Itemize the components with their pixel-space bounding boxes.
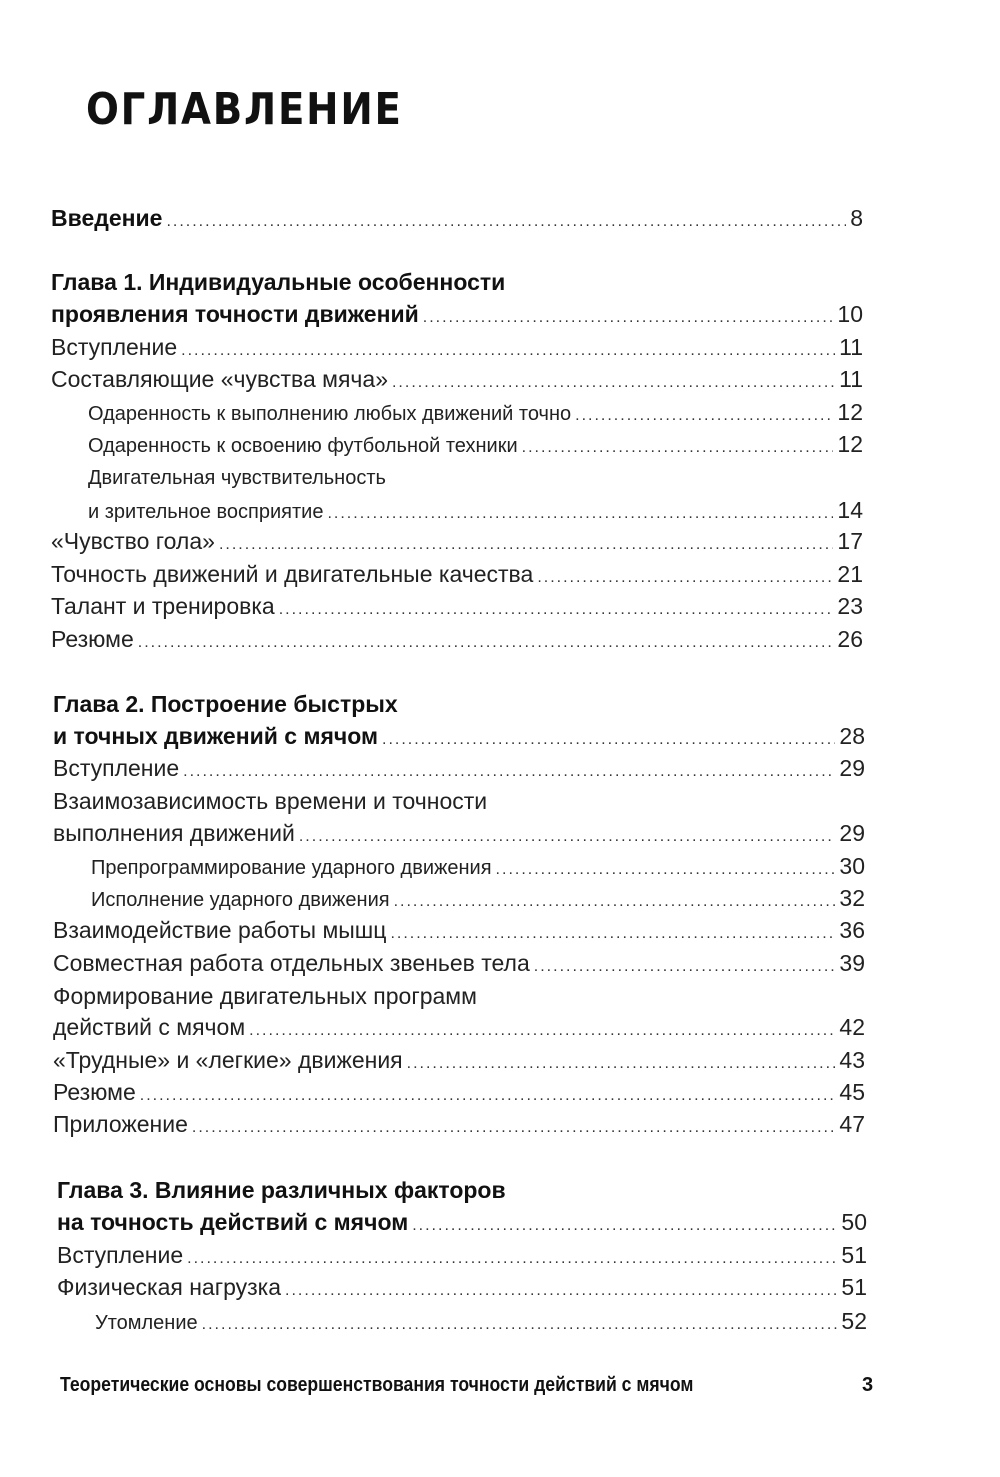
toc-entry-title: Вступление <box>51 334 178 360</box>
toc-entry-title: Введение <box>51 205 163 231</box>
toc-entry-title: Физическая нагрузка <box>57 1274 282 1300</box>
leader-dots <box>522 432 834 464</box>
toc-entry[interactable] <box>57 1239 867 1275</box>
leader-dots <box>285 1275 837 1307</box>
chapter-2-heading-end[interactable] <box>53 720 865 756</box>
toc-entry-page: 51 <box>841 1242 867 1268</box>
leader-dots <box>219 529 833 561</box>
toc-entry[interactable] <box>53 1044 865 1080</box>
toc-entry-title: Резюме <box>51 626 134 652</box>
leader-dots <box>249 1015 835 1047</box>
toc-entry-page: 43 <box>839 1047 865 1073</box>
toc-entry[interactable] <box>53 817 865 853</box>
toc-entry-page: 29 <box>839 755 865 781</box>
toc-entry-title: Двигательная чувствительность <box>88 467 386 489</box>
toc-entry-page: 23 <box>837 593 863 619</box>
leader-dots <box>183 756 835 788</box>
chapter-title-line: и точных движений с мячом <box>53 723 378 749</box>
toc-entry-intro[interactable] <box>51 202 863 238</box>
toc-entry-title: и зрительное восприятие <box>88 501 324 523</box>
toc-subentry[interactable] <box>88 462 386 494</box>
toc-entry[interactable] <box>51 525 863 561</box>
toc-entry-page: 10 <box>837 301 863 327</box>
toc-entry-page: 17 <box>837 528 863 554</box>
toc-entry[interactable] <box>53 1108 865 1144</box>
chapter-3-heading-end[interactable] <box>57 1206 867 1242</box>
page-number: 3 <box>862 1374 874 1396</box>
chapter-title-line: Глава 3. Влияние различных факторов <box>57 1177 506 1203</box>
toc-entry[interactable] <box>51 590 863 626</box>
toc-subentry[interactable] <box>95 1305 867 1341</box>
toc-entry-page: 29 <box>839 820 865 846</box>
chapter-title-line: на точность действий с мячом <box>57 1209 409 1235</box>
toc-entry-page: 21 <box>837 561 863 587</box>
toc-entry[interactable] <box>51 623 863 659</box>
leader-dots <box>138 627 834 659</box>
toc-entry-title: «Трудные» и «легкие» движения <box>53 1047 403 1073</box>
toc-entry-title: Утомление <box>95 1312 198 1334</box>
toc-entry-title: Составляющие «чувства мяча» <box>51 366 388 392</box>
toc-entry-page: 32 <box>839 885 865 911</box>
toc-entry-page: 39 <box>839 950 865 976</box>
toc-entry-page: 50 <box>841 1209 867 1235</box>
toc-entry-title: Резюме <box>53 1079 136 1105</box>
toc-entry-title: действий с мячом <box>53 1014 246 1040</box>
toc-entry-title: Взаимозависимость времени и точности <box>53 788 488 814</box>
toc-entry-page: 51 <box>841 1274 867 1300</box>
toc-subentry[interactable] <box>88 396 863 432</box>
chapter-title-line: Глава 2. Построение быстрых <box>53 691 398 717</box>
toc-entry-title: Точность движений и двигательные качества <box>51 561 534 587</box>
toc-entry[interactable] <box>53 752 865 788</box>
toc-entry-page: 11 <box>839 334 863 360</box>
leader-dots <box>279 594 834 626</box>
toc-entry-title: Препрограммирование ударного движения <box>91 857 492 879</box>
page-title: ОГЛАВЛЕНИЕ <box>86 84 403 135</box>
chapter-title-line: Глава 1. Индивидуальные особенности <box>51 269 506 295</box>
toc-entry-title: «Чувство гола» <box>51 528 215 554</box>
chapter-1-heading-end[interactable] <box>51 298 863 334</box>
leader-dots <box>412 1210 837 1242</box>
toc-entry[interactable] <box>53 1076 865 1112</box>
toc-entry-page: 42 <box>839 1014 865 1040</box>
toc-entry[interactable] <box>53 785 487 817</box>
toc-entry-title: Приложение <box>53 1111 188 1137</box>
toc-entry[interactable] <box>51 331 863 367</box>
toc-entry-title: Талант и тренировка <box>51 593 275 619</box>
toc-entry-page: 30 <box>839 853 865 879</box>
toc-entry-page: 36 <box>839 917 865 943</box>
running-footer: Теоретические основы совершенствования точности действий с мячом <box>60 1374 694 1396</box>
leader-dots <box>534 951 836 983</box>
chapter-3-heading[interactable] <box>57 1174 506 1206</box>
toc-entry-page: 26 <box>837 626 863 652</box>
toc-entry[interactable] <box>57 1271 867 1307</box>
toc-entry[interactable] <box>53 980 477 1012</box>
toc-entry[interactable] <box>53 1011 865 1047</box>
leader-dots <box>390 918 835 950</box>
toc-entry[interactable] <box>53 914 865 950</box>
toc-entry-title: выполнения движений <box>53 820 295 846</box>
toc-entry-page: 12 <box>837 431 863 457</box>
leader-dots <box>299 821 836 853</box>
toc-subentry[interactable] <box>88 428 863 464</box>
leader-dots <box>192 1112 836 1144</box>
leader-dots <box>423 302 834 334</box>
toc-entry-title: Взаимодействие работы мышц <box>53 917 387 943</box>
toc-entry[interactable] <box>51 558 863 594</box>
toc-entry-page: 52 <box>841 1308 867 1334</box>
toc-entry-page: 11 <box>839 366 863 392</box>
leader-dots <box>392 367 835 399</box>
toc-subentry[interactable] <box>91 882 865 918</box>
toc-subentry[interactable] <box>91 850 865 886</box>
toc-entry-page: 14 <box>837 497 863 523</box>
leader-dots <box>166 206 846 238</box>
toc-entry-title: Вступление <box>53 755 180 781</box>
toc-entry-title: Одаренность к освоению футбольной техники <box>88 435 518 457</box>
chapter-2-heading[interactable] <box>53 688 398 720</box>
toc-entry-title: Одаренность к выполнению любых движений точно <box>88 403 572 425</box>
toc-entry-title: Вступление <box>57 1242 184 1268</box>
toc-entry-title: Формирование двигательных программ <box>53 983 477 1009</box>
toc-entry-page: 47 <box>839 1111 865 1137</box>
toc-entry-page: 8 <box>850 205 863 231</box>
toc-entry-page: 28 <box>839 723 865 749</box>
toc-entry[interactable] <box>53 947 865 983</box>
chapter-1-heading[interactable] <box>51 266 505 298</box>
toc-entry-page: 12 <box>837 399 863 425</box>
toc-entry-title: Совместная работа отдельных звеньев тела <box>53 950 530 976</box>
toc-entry-title: Исполнение ударного движения <box>91 889 390 911</box>
toc-entry[interactable] <box>51 363 863 399</box>
chapter-title-line: проявления точности движений <box>51 301 419 327</box>
toc-entry-page: 45 <box>839 1079 865 1105</box>
leader-dots <box>202 1309 838 1341</box>
